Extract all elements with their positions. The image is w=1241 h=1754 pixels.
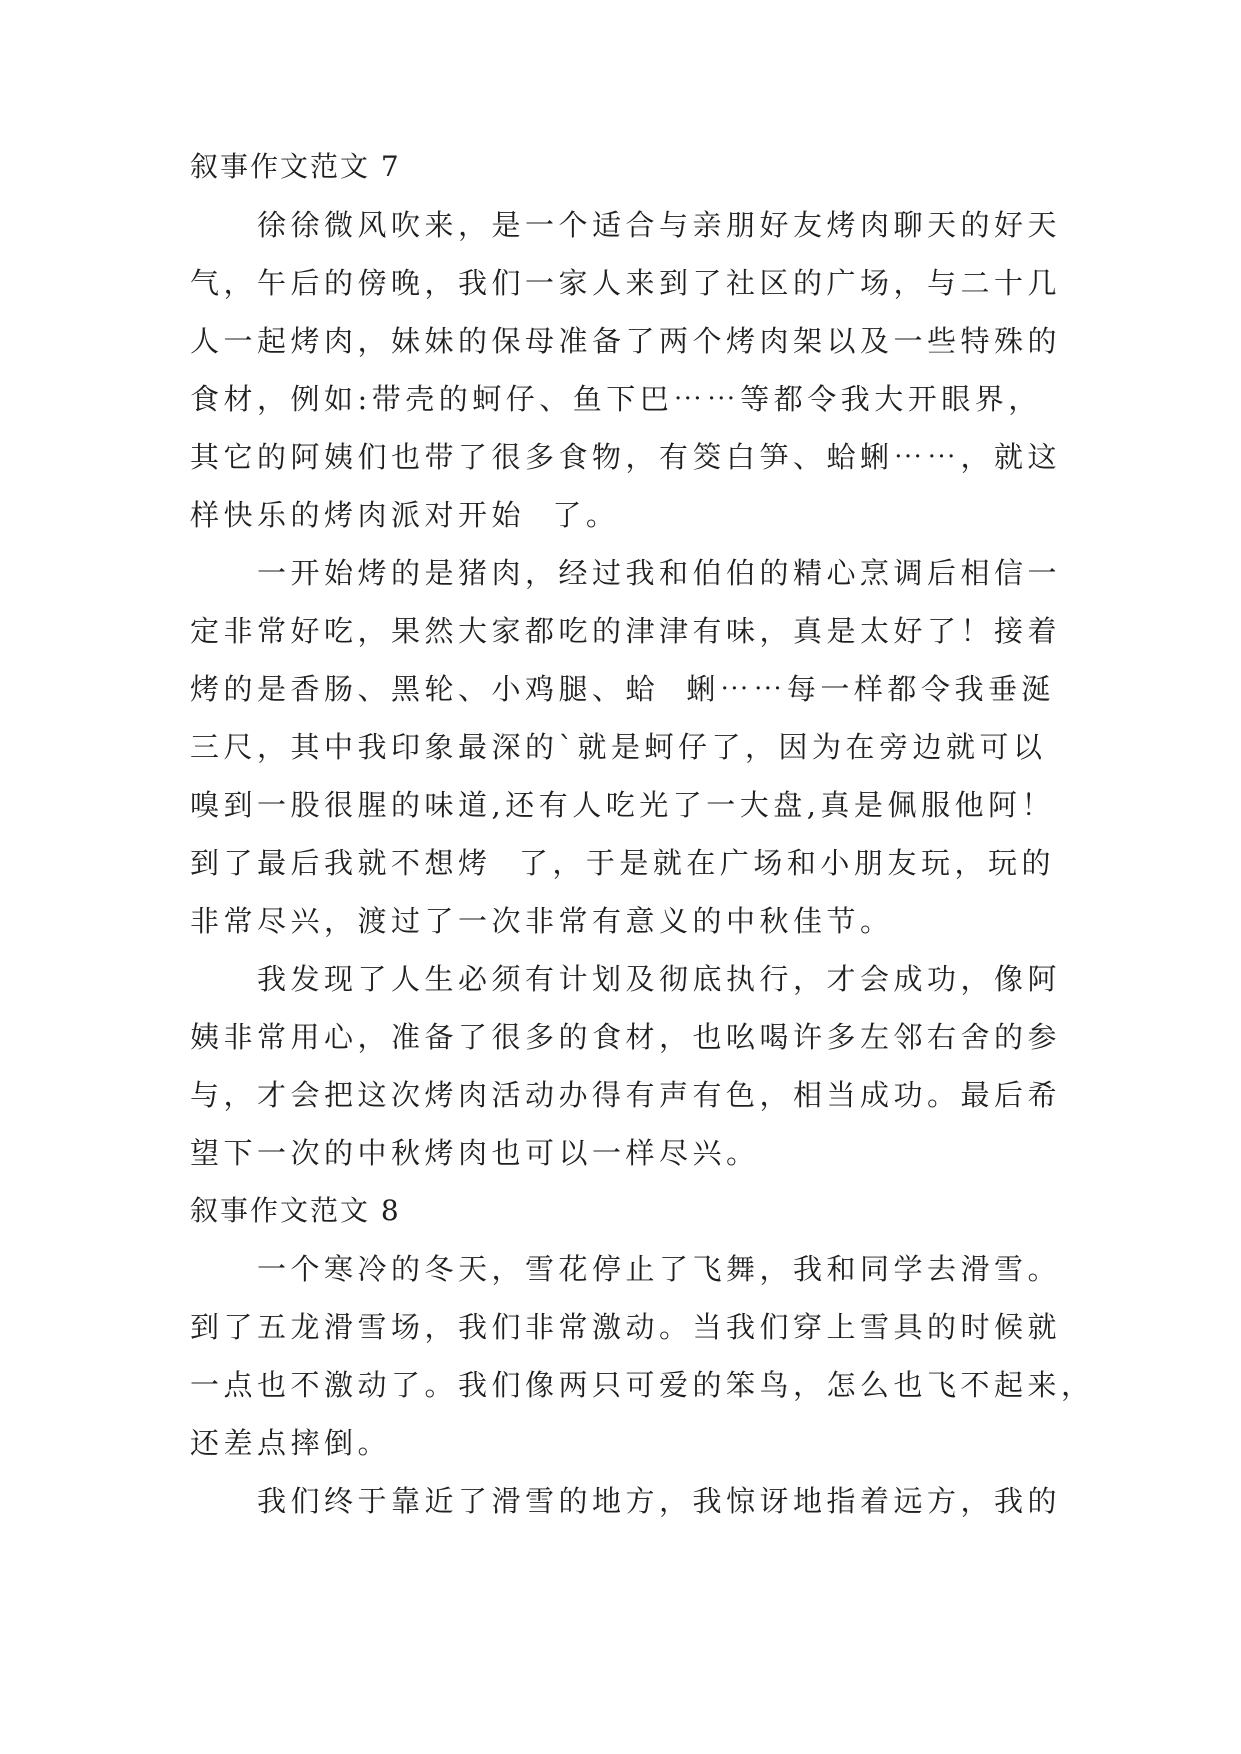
paragraph-line: 非常尽兴，渡过了一次非常有意义的中秋佳节。 [190, 904, 894, 938]
paragraph-line: 样快乐的烤肉派对开始 了。 [190, 498, 620, 532]
paragraph-line: 徐徐微风吹来，是一个适合与亲朋好友烤肉聊天的好天 [190, 208, 1062, 242]
section-heading: 叙事作文范文 7 [190, 150, 401, 183]
section-heading: 叙事作文范文 8 [190, 1194, 401, 1227]
paragraph-line: 三尺，其中我印象最深的`就是蚵仔了，因为在旁边就可以 [190, 730, 1047, 764]
paragraph-line: 一开始烤的是猪肉，经过我和伯伯的精心烹调后相信一 [190, 556, 1062, 590]
document-body [190, 138, 1095, 1530]
paragraph-line: 到了五龙滑雪场，我们非常激动。当我们穿上雪具的时候就 [190, 1310, 1062, 1344]
paragraph-line: 一点也不激动了。我们像两只可爱的笨鸟，怎么也飞不起来， [190, 1368, 1095, 1402]
paragraph-line: 与，才会把这次烤肉活动办得有声有色，相当成功。最后希 [190, 1078, 1062, 1112]
paragraph-line: 我们终于靠近了滑雪的地方，我惊讶地指着远方，我的 [190, 1484, 1062, 1518]
paragraph-line: 人一起烤肉，妹妹的保母准备了两个烤肉架以及一些特殊的 [190, 324, 1062, 358]
paragraph-line: 望下一次的中秋烤肉也可以一样尽兴。 [190, 1136, 760, 1170]
paragraph [190, 1240, 1095, 1472]
paragraph-line: 一个寒冷的冬天，雪花停止了飞舞，我和同学去滑雪。 [190, 1252, 1062, 1286]
paragraph-line: 到了最后我就不想烤 了，于是就在广场和小朋友玩，玩的 [190, 846, 1055, 880]
paragraph-line: 定非常好吃，果然大家都吃的津津有味，真是太好了！接着 [190, 614, 1062, 648]
paragraph-line: 还差点摔倒。 [190, 1426, 392, 1460]
paragraph-line: 食材，例如:带壳的蚵仔、鱼下巴⋯⋯等都令我大开眼界， [190, 382, 1042, 416]
paragraph-line: 嗅到一股很腥的味道,还有人吃光了一大盘,真是佩服他阿！ [190, 788, 1055, 822]
paragraph-line: 气，午后的傍晚，我们一家人来到了社区的广场，与二十几 [190, 266, 1062, 300]
paragraph [190, 1472, 1090, 1530]
paragraph [190, 950, 1090, 1182]
paragraph-line: 其它的阿姨们也带了很多食物，有筊白笋、蛤蜊⋯⋯，就这 [190, 440, 1062, 474]
paragraph-line: 姨非常用心，准备了很多的食材，也吆喝许多左邻右舍的参 [190, 1020, 1062, 1054]
paragraph [190, 544, 1090, 950]
paragraph [190, 196, 1090, 544]
paragraph-line: 烤的是香肠、黑轮、小鸡腿、蛤 蜊⋯⋯每一样都令我垂涎 [190, 672, 1055, 706]
paragraph-line: 我发现了人生必须有计划及彻底执行，才会成功，像阿 [190, 962, 1062, 996]
